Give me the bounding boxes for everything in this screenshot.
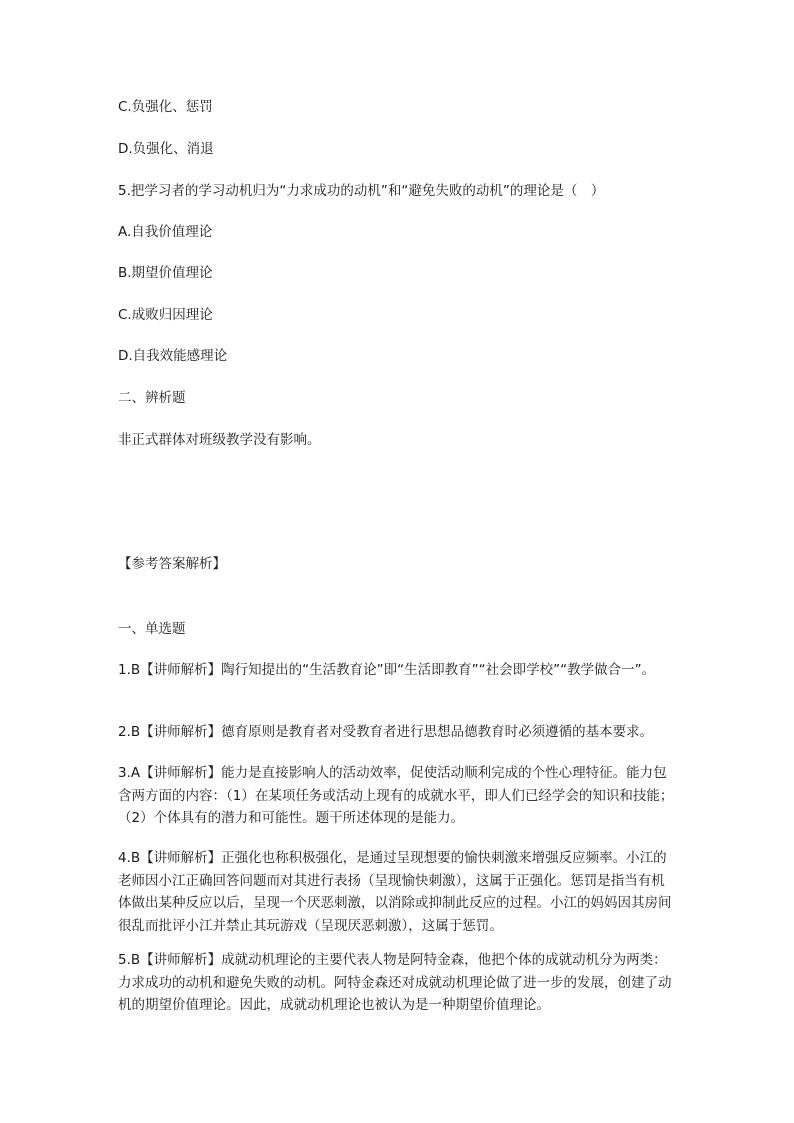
q5-option-d: D.自我效能感理论	[118, 348, 228, 364]
answer-key-heading: 【参考答案解析】	[118, 556, 226, 572]
answer-item-3	[118, 762, 678, 830]
answer-item-1	[118, 659, 678, 682]
answer-item-text: 能力是直接影响人的活动效率，促使活动顺利完成的个性心理特征。能力包含两方面的内容：（1）在某项任务或活动上现有的成就水平，即人们已经学会的知识和技能；（2）个体具有的潜力和可能性。题干所述体现的是能力。	[118, 765, 674, 826]
q5-option-c: C.成败归因理论	[118, 307, 213, 323]
answer-item-lead: 3.A【讲师解析】	[118, 765, 222, 781]
answer-item-lead: 1.B【讲师解析】	[118, 662, 222, 678]
q5-stem: 5.把学习者的学习动机归为“力求成功的动机”和“避免失败的动机”的理论是（ ）	[118, 183, 605, 199]
answer-item-4	[118, 847, 678, 937]
answer-item-lead: 2.B【讲师解析】	[118, 724, 222, 740]
answer-item-text: 德育原则是教育者对受教育者进行思想品德教育时必须遵循的基本要求。	[221, 724, 654, 740]
q5-option-b: B.期望价值理论	[118, 265, 213, 281]
answer-item-text: 成就动机理论的主要代表人物是阿特金森，他把个体的成就动机分为两类：力求成功的动机和避免失败的动机。阿特金森还对成就动机理论做了进一步的发展，创建了动机的期望价值理论。因此，成就动机理论也被认为是一种期望价值理论。	[118, 952, 672, 1013]
answer-item-text: 陶行知提出的“生活教育论”即“生活即教育”“社会即学校”“教学做合一”。	[221, 662, 656, 678]
answer-item-lead: 5.B【讲师解析】	[118, 952, 222, 968]
answer-item-2	[118, 721, 678, 744]
q5-option-a: A.自我价值理论	[118, 224, 213, 240]
answer-item-5	[118, 949, 678, 1017]
answer-section-heading: 一、单选题	[118, 621, 186, 637]
section-heading-analysis: 二、辨析题	[118, 390, 186, 406]
q4-option-c: C.负强化、惩罚	[118, 99, 213, 115]
answer-item-text: 正强化也称积极强化，是通过呈现想要的愉快刺激来增强反应频率。小江的老师因小江正确回答问题而对其进行表扬（呈现愉快刺激），这属于正强化。惩罚是指当有机体做出某种反应以后，呈现一个厌恶刺激，以消除或抑制此反应的过程。小江的妈妈因其房间很乱而批评小江并禁止其玩游戏（呈现厌恶刺激），这属于惩罚。	[118, 850, 672, 934]
q4-option-d: D.负强化、消退	[118, 141, 214, 157]
answer-item-lead: 4.B【讲师解析】	[118, 850, 222, 866]
analysis-question: 非正式群体对班级教学没有影响。	[118, 432, 321, 448]
